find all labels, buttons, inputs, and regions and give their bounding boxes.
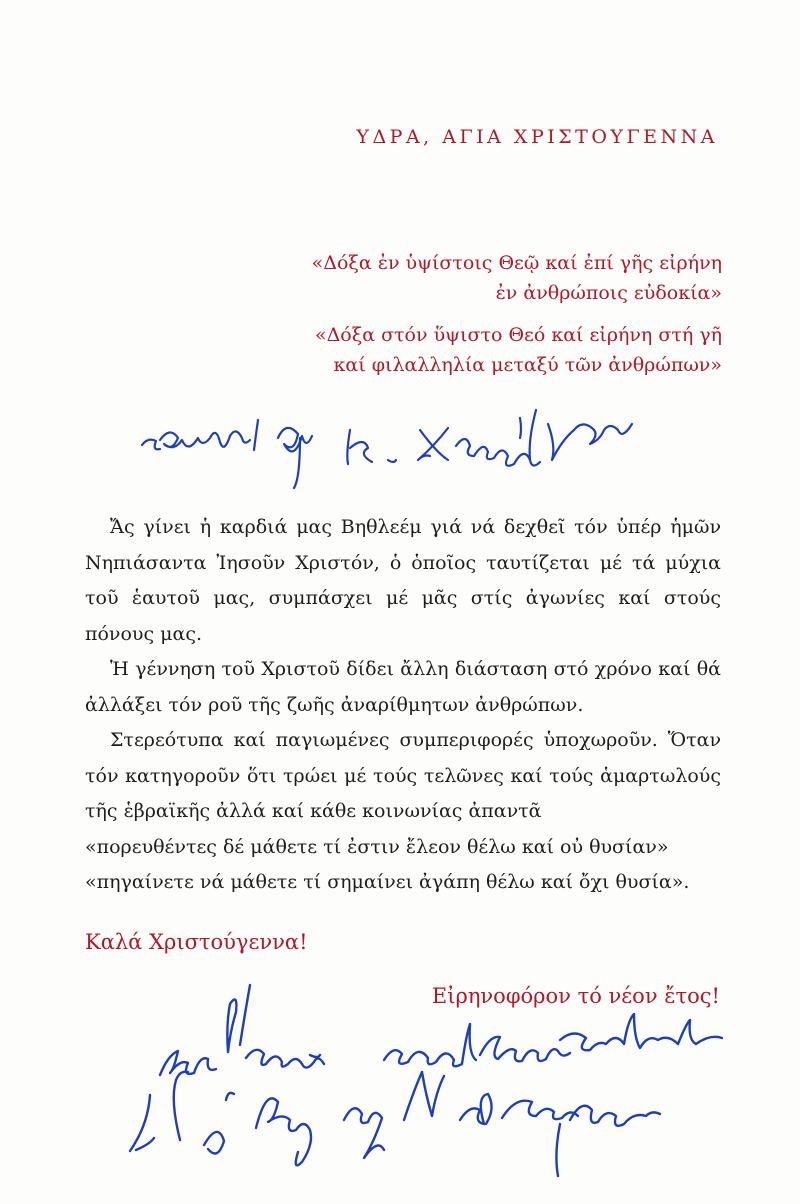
quote-line: «πηγαίνετε νά μάθετε τί σημαίνει ἀγάπη θέλω καί ὄχι θυσία». (85, 871, 690, 893)
new-year-greeting: Εἰρηνοφόρον τό νέον ἔτος! (431, 984, 720, 1008)
handwritten-signature (130, 985, 722, 1176)
quote-line: «πορευθέντες δέ μάθετε τί ἐστιν ἔλεον θέλω καί οὐ θυσίαν» (85, 835, 669, 858)
epigraph-line: «Δόξα στόν ὕψιστο Θεό καί εἰρήνη στή γῆ (314, 324, 722, 346)
place-title: ΥΔΡΑ, ΑΓΙΑ ΧΡΙΣΤΟΥΓΕΝΝΑ (356, 126, 718, 148)
handwritten-dedication (142, 410, 632, 488)
epigraph-line: «Δόξα ἐν ὑψίστοις Θεῷ καί ἐπί γῆς εἰρήνη (311, 252, 722, 274)
christmas-greeting: Καλά Χριστούγεννα! (85, 930, 308, 954)
body-paragraph: Ἡ γέννηση τοῦ Χριστοῦ δίδει ἄλλη διάσταση στό χρόνο καί θά ἀλλάξει τόν ροῦ τῆς ζωῆς ἀναρίθμητων ἀνθρώπων. (85, 658, 721, 716)
letter-body (85, 510, 721, 901)
body-paragraph: Στερεότυπα καί παγιωμένες συμπεριφορές ὑποχωροῦν. Ὅταν τόν κατηγοροῦν ὅτι τρώει μέ τούς τελῶνες καί τούς ἁμαρτωλούς τῆς ἑβραϊκῆς ἀλλά καί κάθε κοινωνίας ἀπαντᾶ (85, 729, 721, 822)
body-paragraph: Ἄς γίνει ἡ καρδιά μας Βηθλεέμ γιά νά δεχθεῖ τόν ὑπέρ ἡμῶν Νηπιάσαντα Ἰησοῦν Χριστόν, ὁ ὁποῖος ταυτίζεται μέ τά μύχια τοῦ ἑαυτοῦ μας, συμπάσχει μέ μᾶς στίς ἀγωνίες καί στούς πόνους μας. (85, 516, 721, 645)
epigraph-line: καί φιλαλληλία μεταξύ τῶν ἀνθρώπων» (333, 354, 722, 376)
epigraph-line: ἐν ἀνθρώποις εὐδοκία» (495, 282, 722, 304)
epigraph (162, 248, 722, 380)
